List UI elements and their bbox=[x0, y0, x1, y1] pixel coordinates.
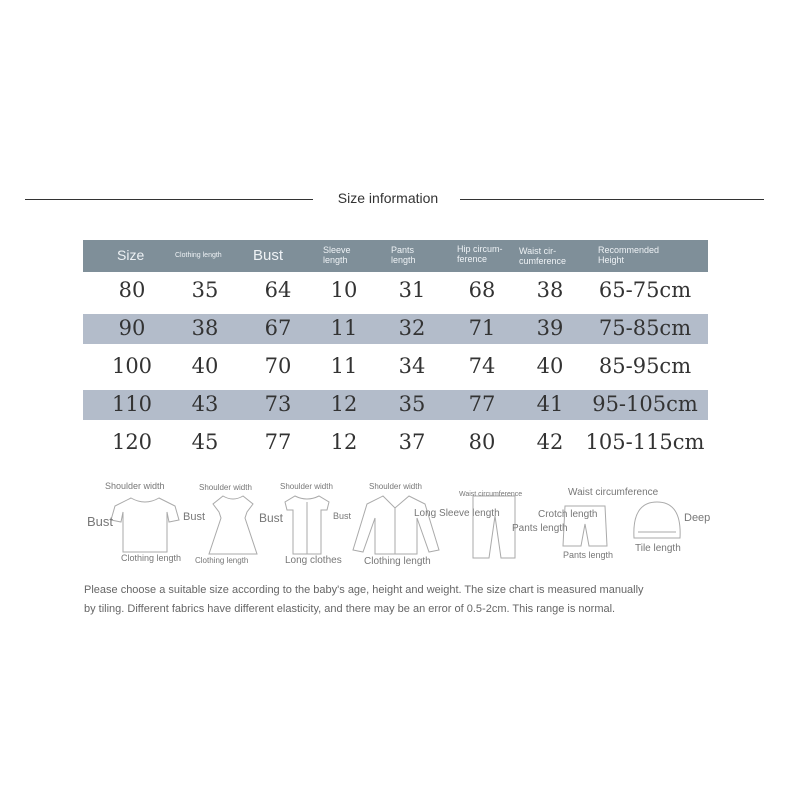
table-row bbox=[83, 348, 708, 386]
cell-hip: 80 bbox=[468, 430, 496, 454]
table-row bbox=[83, 424, 708, 462]
cell-hip: 71 bbox=[468, 316, 496, 340]
header-pants bbox=[391, 246, 416, 266]
fig6-bottom-label: Pants length bbox=[563, 550, 614, 560]
cell-hip: 74 bbox=[468, 354, 496, 378]
cell-size: 100 bbox=[111, 354, 153, 378]
title-rule-right bbox=[460, 199, 764, 200]
cell-bust: 70 bbox=[264, 354, 292, 378]
cell-clothing-length: 43 bbox=[191, 392, 219, 416]
table-row bbox=[83, 314, 708, 344]
cell-clothing-length: 35 bbox=[191, 278, 219, 302]
fig2-side-label: Bust bbox=[183, 511, 206, 523]
fig7-bottom-label: Tile length bbox=[635, 543, 681, 554]
fig4-side-label: Bust bbox=[333, 511, 352, 521]
header-pants-line1: Pants bbox=[391, 245, 415, 255]
tshirt-icon bbox=[109, 494, 181, 556]
cell-bust: 64 bbox=[264, 278, 292, 302]
cell-pants-length: 37 bbox=[398, 430, 426, 454]
cell-pants-length: 31 bbox=[398, 278, 426, 302]
table-row bbox=[83, 272, 708, 310]
cell-height: 65-75cm bbox=[598, 278, 692, 302]
header-clothing-length: Clothing length bbox=[175, 252, 222, 259]
header-height-line2: Height bbox=[598, 254, 625, 265]
cell-size: 110 bbox=[111, 392, 153, 416]
fig7-side-label: Deep bbox=[684, 512, 711, 524]
cell-clothing-length: 38 bbox=[191, 316, 219, 340]
cell-hip: 68 bbox=[468, 278, 496, 302]
fig1-side-label: Bust bbox=[87, 514, 114, 529]
header-sleeve bbox=[323, 246, 351, 266]
measurement-figures bbox=[83, 478, 723, 578]
cell-height: 75-85cm bbox=[598, 316, 692, 340]
fig4-bottom-label: Clothing length bbox=[364, 556, 431, 567]
header-size: Size bbox=[117, 247, 145, 263]
header-pants-line2: length bbox=[391, 254, 416, 265]
fig4-sleeve-label: Long Sleeve length bbox=[414, 508, 500, 519]
fig3-side-label: Bust bbox=[259, 511, 284, 525]
fig5-side-label: Pants length bbox=[512, 523, 568, 534]
cell-waist: 38 bbox=[536, 278, 564, 302]
cell-waist: 42 bbox=[536, 430, 564, 454]
cell-pants-length: 34 bbox=[398, 354, 426, 378]
cell-height: 105-115cm bbox=[585, 430, 705, 454]
cell-waist: 40 bbox=[536, 354, 564, 378]
fig5-top-label: Waist circumference bbox=[459, 491, 523, 498]
header-height-line1: Recommended bbox=[598, 245, 660, 255]
title-rule-left bbox=[25, 199, 313, 200]
header-hip bbox=[457, 245, 503, 265]
cell-height: 85-95cm bbox=[598, 354, 692, 378]
header-hip-line1: Hip circum- bbox=[457, 244, 503, 254]
header-hip-line2: ference bbox=[457, 253, 488, 264]
cell-size: 120 bbox=[111, 430, 153, 454]
size-note bbox=[84, 581, 724, 619]
table-body bbox=[83, 272, 708, 462]
header-bust: Bust bbox=[253, 247, 284, 264]
fig3-top-label: Shoulder width bbox=[280, 482, 333, 491]
hat-icon bbox=[628, 498, 686, 546]
cell-waist: 39 bbox=[536, 316, 564, 340]
cell-pants-length: 32 bbox=[398, 316, 426, 340]
fig2-bottom-label: Clothing length bbox=[195, 556, 249, 565]
fig6-mid-label: Crotch length bbox=[538, 509, 598, 520]
fig1-top-label: Shoulder width bbox=[105, 481, 165, 491]
cell-clothing-length: 45 bbox=[191, 430, 219, 454]
size-table bbox=[83, 240, 708, 462]
page-title: Size information bbox=[337, 190, 439, 206]
header-waist-line1: Waist cir- bbox=[519, 246, 557, 256]
cell-height: 95-105cm bbox=[592, 392, 698, 416]
header-sleeve-line1: Sleeve bbox=[323, 245, 351, 255]
cell-waist: 41 bbox=[536, 392, 564, 416]
cell-bust: 77 bbox=[264, 430, 292, 454]
cell-clothing-length: 40 bbox=[191, 354, 219, 378]
cell-size: 90 bbox=[118, 316, 146, 340]
table-row bbox=[83, 390, 708, 420]
header-waist-line2: cumference bbox=[519, 255, 567, 266]
cell-size: 80 bbox=[118, 278, 146, 302]
fig4-top-label: Shoulder width bbox=[369, 482, 422, 491]
cell-bust: 73 bbox=[264, 392, 292, 416]
cell-bust: 67 bbox=[264, 316, 292, 340]
fig2-top-label: Shoulder width bbox=[199, 483, 252, 492]
cell-sleeve-length: 11 bbox=[330, 354, 358, 378]
fig6-top-label: Waist circumference bbox=[568, 487, 659, 498]
note-line-2: by tiling. Different fabrics have different elasticity, and there may be an error of 0.5-2cm. This range is normal. bbox=[84, 603, 616, 615]
fig3-bottom-label: Long clothes bbox=[285, 555, 342, 566]
cell-pants-length: 35 bbox=[398, 392, 426, 416]
cell-sleeve-length: 12 bbox=[330, 392, 358, 416]
dress-icon bbox=[205, 494, 261, 558]
header-sleeve-line2: length bbox=[323, 254, 348, 265]
header-waist bbox=[519, 247, 566, 267]
cell-sleeve-length: 10 bbox=[330, 278, 358, 302]
table-header bbox=[83, 240, 708, 272]
header-height bbox=[598, 246, 659, 266]
fig1-bottom-label: Clothing length bbox=[121, 553, 182, 563]
cell-sleeve-length: 12 bbox=[330, 430, 358, 454]
romper-icon bbox=[281, 494, 333, 558]
cell-sleeve-length: 11 bbox=[330, 316, 358, 340]
note-line-1: Please choose a suitable size according to the baby's age, height and weight. The size chart is measured manually bbox=[84, 584, 644, 596]
cell-hip: 77 bbox=[468, 392, 496, 416]
long-sleeve-shirt-icon bbox=[351, 494, 441, 558]
